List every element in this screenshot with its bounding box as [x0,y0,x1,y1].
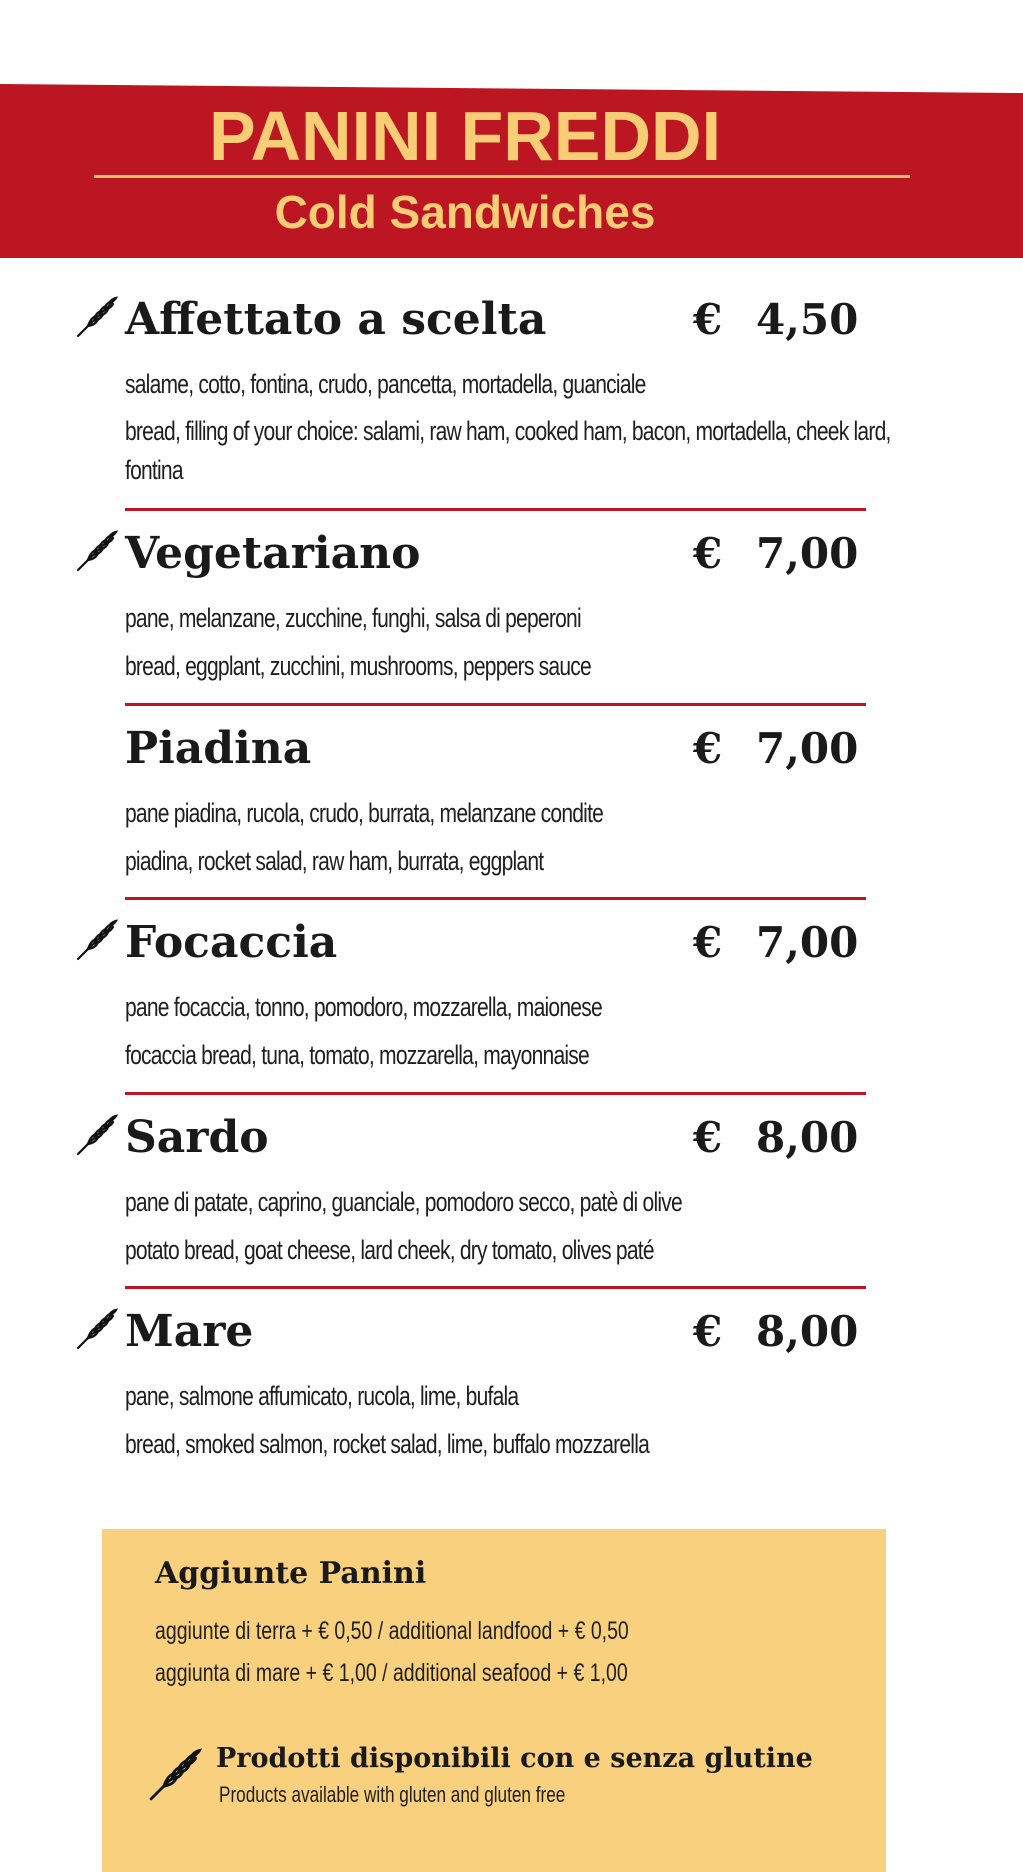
wheat-icon [146,1748,202,1804]
item-name: Vegetariano [125,528,421,579]
item-divider [125,897,866,900]
item-description-en: piadina, rocket salad, raw ham, burrata, eggplant [125,846,544,876]
wheat-icon [74,296,118,340]
wheat-icon [74,530,118,574]
item-name: Affettato a scelta [125,294,547,345]
item-description-it: salame, cotto, fontina, crudo, pancetta, mortadella, guanciale [125,369,646,399]
wheat-icon [74,1308,118,1352]
item-price: 8,00 [756,1307,859,1356]
extras-title: Aggiunte Panini [155,1556,427,1591]
wheat-icon [74,1114,118,1158]
item-name: Mare [125,1306,254,1357]
item-description-it: pane, salmone affumicato, rucola, lime, bufala [125,1381,519,1411]
item-description-it: pane di patate, caprino, guanciale, pomodoro secco, patè di olive [125,1187,682,1217]
item-name: Sardo [125,1112,269,1163]
page-title: PANINI FREDDI [208,97,722,175]
currency-symbol: € [693,724,723,773]
page-subtitle: Cold Sandwiches [274,186,656,238]
item-description-it: pane, melanzane, zucchine, funghi, salsa di peperoni [125,603,581,633]
item-description-en: bread, filling of your choice: salami, raw ham, cooked ham, bacon, mortadella, cheek lard, fontina [125,416,891,485]
item-divider [125,508,866,511]
currency-symbol: € [693,295,723,344]
item-description-en: focaccia bread, tuna, tomato, mozzarella, mayonnaise [125,1040,589,1070]
gluten-free-title: Prodotti disponibili con e senza glutine [216,1743,813,1774]
item-divider [125,703,866,706]
extras-line: aggiunte di terra + € 0,50 / additional landfood + € 0,50 [155,1617,629,1645]
item-price: 7,00 [756,724,859,773]
item-price: 8,00 [756,1113,859,1162]
item-price: 7,00 [756,529,859,578]
wheat-icon [74,919,118,963]
extras-line: aggiunta di mare + € 1,00 / additional seafood + € 1,00 [155,1659,628,1687]
header-divider [94,175,910,178]
currency-symbol: € [693,1307,723,1356]
item-description-en: bread, smoked salmon, rocket salad, lime, buffalo mozzarella [125,1429,650,1459]
item-description-en: potato bread, goat cheese, lard cheek, dry tomato, olives paté [125,1235,654,1265]
currency-symbol: € [693,918,723,967]
item-description-it: pane piadina, rucola, crudo, burrata, melanzane condite [125,798,604,828]
item-description-en: bread, eggplant, zucchini, mushrooms, peppers sauce [125,651,591,681]
item-price: 7,00 [756,918,859,967]
item-divider [125,1092,866,1095]
item-name: Focaccia [125,917,338,968]
item-description-it: pane focaccia, tonno, pomodoro, mozzarella, maionese [125,992,602,1022]
item-divider [125,1286,866,1289]
currency-symbol: € [693,529,723,578]
item-price: 4,50 [756,295,859,344]
currency-symbol: € [693,1113,723,1162]
gluten-free-subtitle: Products available with gluten and gluten free [219,1782,566,1807]
item-name: Piadina [125,723,312,774]
